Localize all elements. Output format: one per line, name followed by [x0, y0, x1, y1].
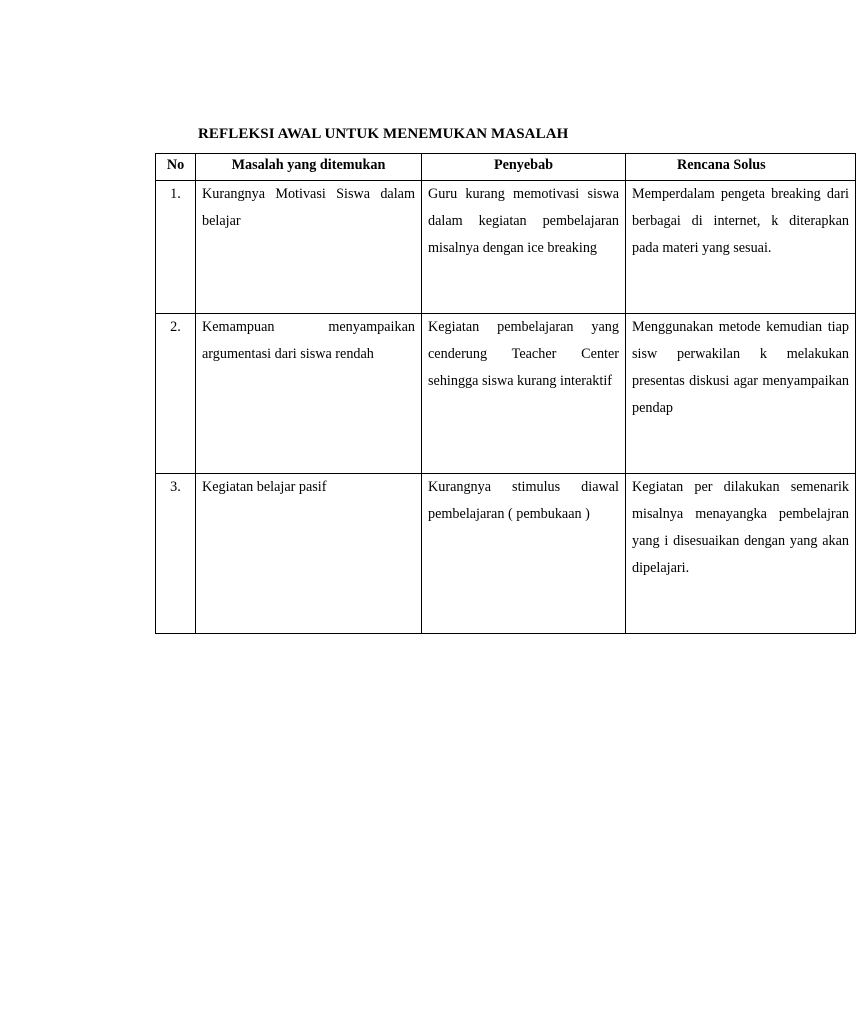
- table-row: [156, 474, 856, 634]
- cell-masalah: Kemampuan menyampaikan argumentasi dari siswa rendah: [196, 314, 422, 474]
- table-row: [156, 314, 856, 474]
- header-penyebab: Penyebab: [422, 154, 626, 181]
- cell-solusi: Menggunakan metode kemudian tiap sisw perwakilan k melakukan presentas diskusi agar menyampaikan pendap: [626, 314, 856, 474]
- document-title: REFLEKSI AWAL UNTUK MENEMUKAN MASALAH: [198, 126, 569, 142]
- cell-solusi: Memperdalam pengeta breaking dari berbagai di internet, k diterapkan pada materi yang sesuai.: [626, 181, 856, 314]
- cell-penyebab: Guru kurang memotivasi siswa dalam kegiatan pembelajaran misalnya dengan ice breaking: [422, 181, 626, 314]
- header-masalah: Masalah yang ditemukan: [196, 154, 422, 181]
- cell-penyebab: Kegiatan pembelajaran yang cenderung Teacher Center sehingga siswa kurang interaktif: [422, 314, 626, 474]
- row-number: 3.: [156, 474, 196, 634]
- table-row: [156, 181, 856, 314]
- header-no: No: [156, 154, 196, 181]
- row-number: 1.: [156, 181, 196, 314]
- cell-masalah: Kegiatan belajar pasif: [196, 474, 422, 634]
- cell-masalah: Kurangnya Motivasi Siswa dalam belajar: [196, 181, 422, 314]
- table-header-row: [156, 154, 856, 181]
- cell-penyebab: Kurangnya stimulus diawal pembelajaran ( pembukaan ): [422, 474, 626, 634]
- row-number: 2.: [156, 314, 196, 474]
- header-solusi: Rencana Solus: [626, 154, 856, 181]
- cell-solusi: Kegiatan per dilakukan semenarik misalnya menayangka pembelajran yang i disesuaikan dengan yang akan dipelajari.: [626, 474, 856, 634]
- reflection-table: [155, 153, 856, 634]
